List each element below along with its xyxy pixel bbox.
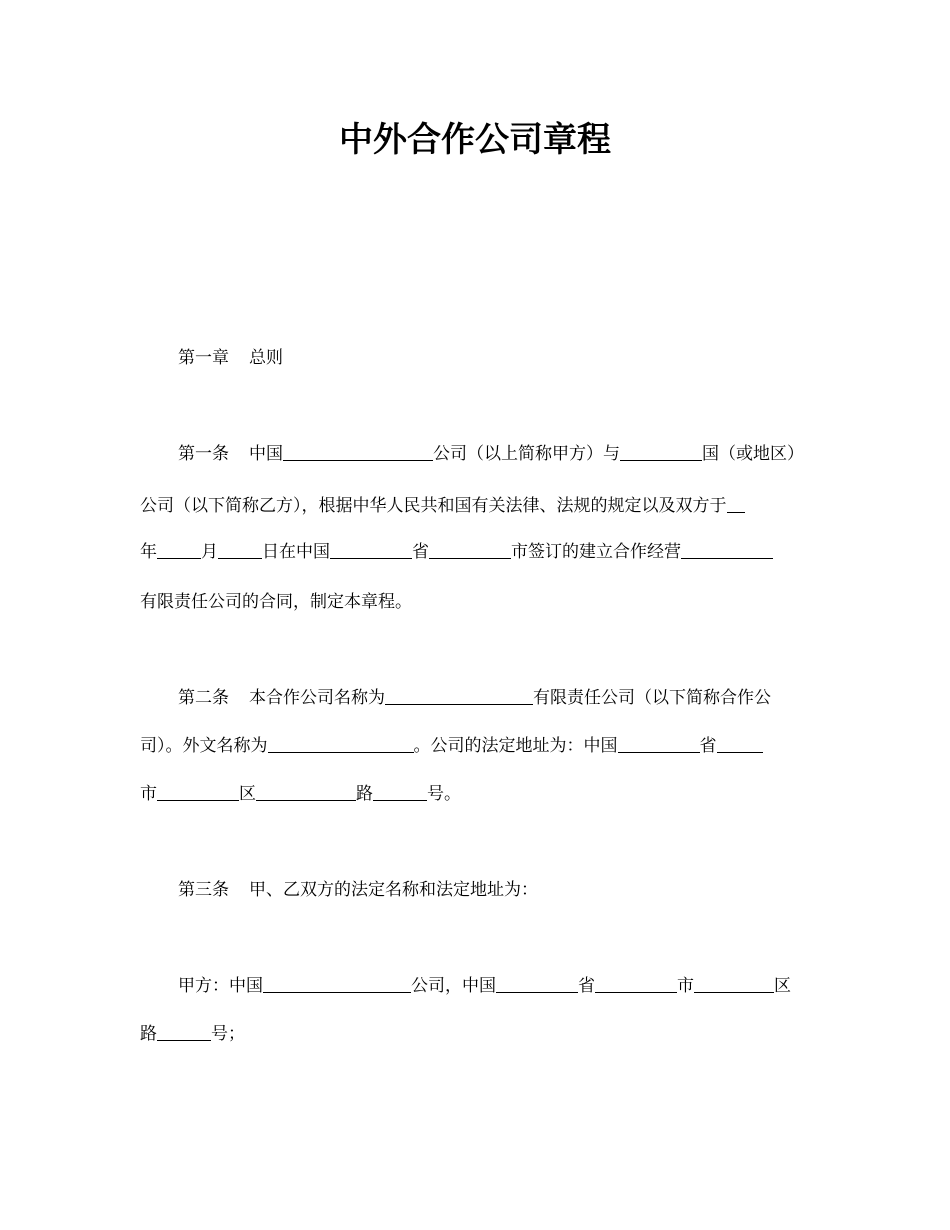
fill-blank bbox=[385, 686, 533, 705]
article-1-line-4 bbox=[140, 590, 412, 614]
party-a-text: 市 bbox=[677, 976, 694, 996]
fill-blank bbox=[330, 540, 412, 559]
article-1-text: 有限责任公司的合同，制定本章程。 bbox=[140, 592, 412, 612]
article-1-text: 省 bbox=[412, 542, 429, 562]
article-2-text: 有限责任公司（以下简称合作公 bbox=[533, 688, 771, 708]
party-a-line-2 bbox=[140, 1022, 245, 1046]
article-2-text: 号。 bbox=[427, 784, 461, 804]
party-a-text: 省 bbox=[578, 976, 595, 996]
article-2-line-2 bbox=[140, 734, 763, 758]
article-1-line-1 bbox=[178, 442, 804, 466]
chapter-name: 总则 bbox=[249, 348, 283, 368]
fill-blank bbox=[157, 782, 239, 801]
fill-blank bbox=[283, 442, 433, 461]
article-1-text: 公司（以下简称乙方），根据中华人民共和国有关法律、法规的规定以及双方于 bbox=[140, 496, 727, 516]
fill-blank bbox=[429, 540, 511, 559]
fill-blank bbox=[620, 442, 702, 461]
article-2-text: 路 bbox=[356, 784, 373, 804]
party-a-text: 区 bbox=[774, 976, 791, 996]
chapter-number: 第一章 bbox=[178, 348, 229, 368]
article-2-text: 市 bbox=[140, 784, 157, 804]
fill-blank bbox=[218, 540, 262, 559]
article-1-label: 第一条 bbox=[178, 444, 229, 464]
article-1-text: 日在中国 bbox=[262, 542, 330, 562]
party-a-text: 路 bbox=[140, 1024, 157, 1044]
party-a-line-1 bbox=[178, 974, 791, 998]
party-a-text: 公司，中国 bbox=[411, 976, 496, 996]
article-2-line-1 bbox=[178, 686, 771, 710]
article-3-line-1 bbox=[178, 878, 538, 902]
chapter-heading bbox=[178, 346, 283, 370]
fill-blank bbox=[618, 734, 700, 753]
fill-blank bbox=[681, 540, 773, 559]
article-1-text: 月 bbox=[201, 542, 218, 562]
fill-blank bbox=[157, 1022, 211, 1041]
article-2-label: 第二条 bbox=[178, 688, 229, 708]
article-1-text: 年 bbox=[140, 542, 157, 562]
party-a-text: 号； bbox=[211, 1024, 245, 1044]
fill-blank bbox=[694, 974, 774, 993]
article-3-label: 第三条 bbox=[178, 880, 229, 900]
fill-blank bbox=[717, 734, 763, 753]
fill-blank bbox=[157, 540, 201, 559]
fill-blank bbox=[373, 782, 427, 801]
fill-blank bbox=[263, 974, 411, 993]
article-1-text: 国（或地区） bbox=[702, 444, 804, 464]
fill-blank bbox=[268, 734, 414, 753]
article-3-text: 甲、乙双方的法定名称和法定地址为： bbox=[249, 880, 538, 900]
article-2-text: 。公司的法定地址为：中国 bbox=[413, 736, 618, 756]
article-1-text: 中国 bbox=[249, 444, 283, 464]
article-2-line-3 bbox=[140, 782, 461, 806]
article-1-line-3 bbox=[140, 540, 773, 564]
article-1-text: 公司（以上简称甲方）与 bbox=[433, 444, 620, 464]
article-2-text: 司）。外文名称为 bbox=[140, 736, 268, 756]
fill-blank bbox=[256, 782, 356, 801]
article-2-text: 区 bbox=[239, 784, 256, 804]
article-1-line-2 bbox=[140, 494, 745, 518]
fill-blank bbox=[595, 974, 677, 993]
fill-blank bbox=[727, 494, 745, 513]
party-a-text: 甲方：中国 bbox=[178, 976, 263, 996]
article-2-text: 本合作公司名称为 bbox=[249, 688, 385, 708]
document-title: 中外合作公司章程 bbox=[339, 120, 611, 160]
article-1-text: 市签订的建立合作经营 bbox=[511, 542, 681, 562]
article-2-text: 省 bbox=[699, 736, 717, 756]
fill-blank bbox=[496, 974, 578, 993]
